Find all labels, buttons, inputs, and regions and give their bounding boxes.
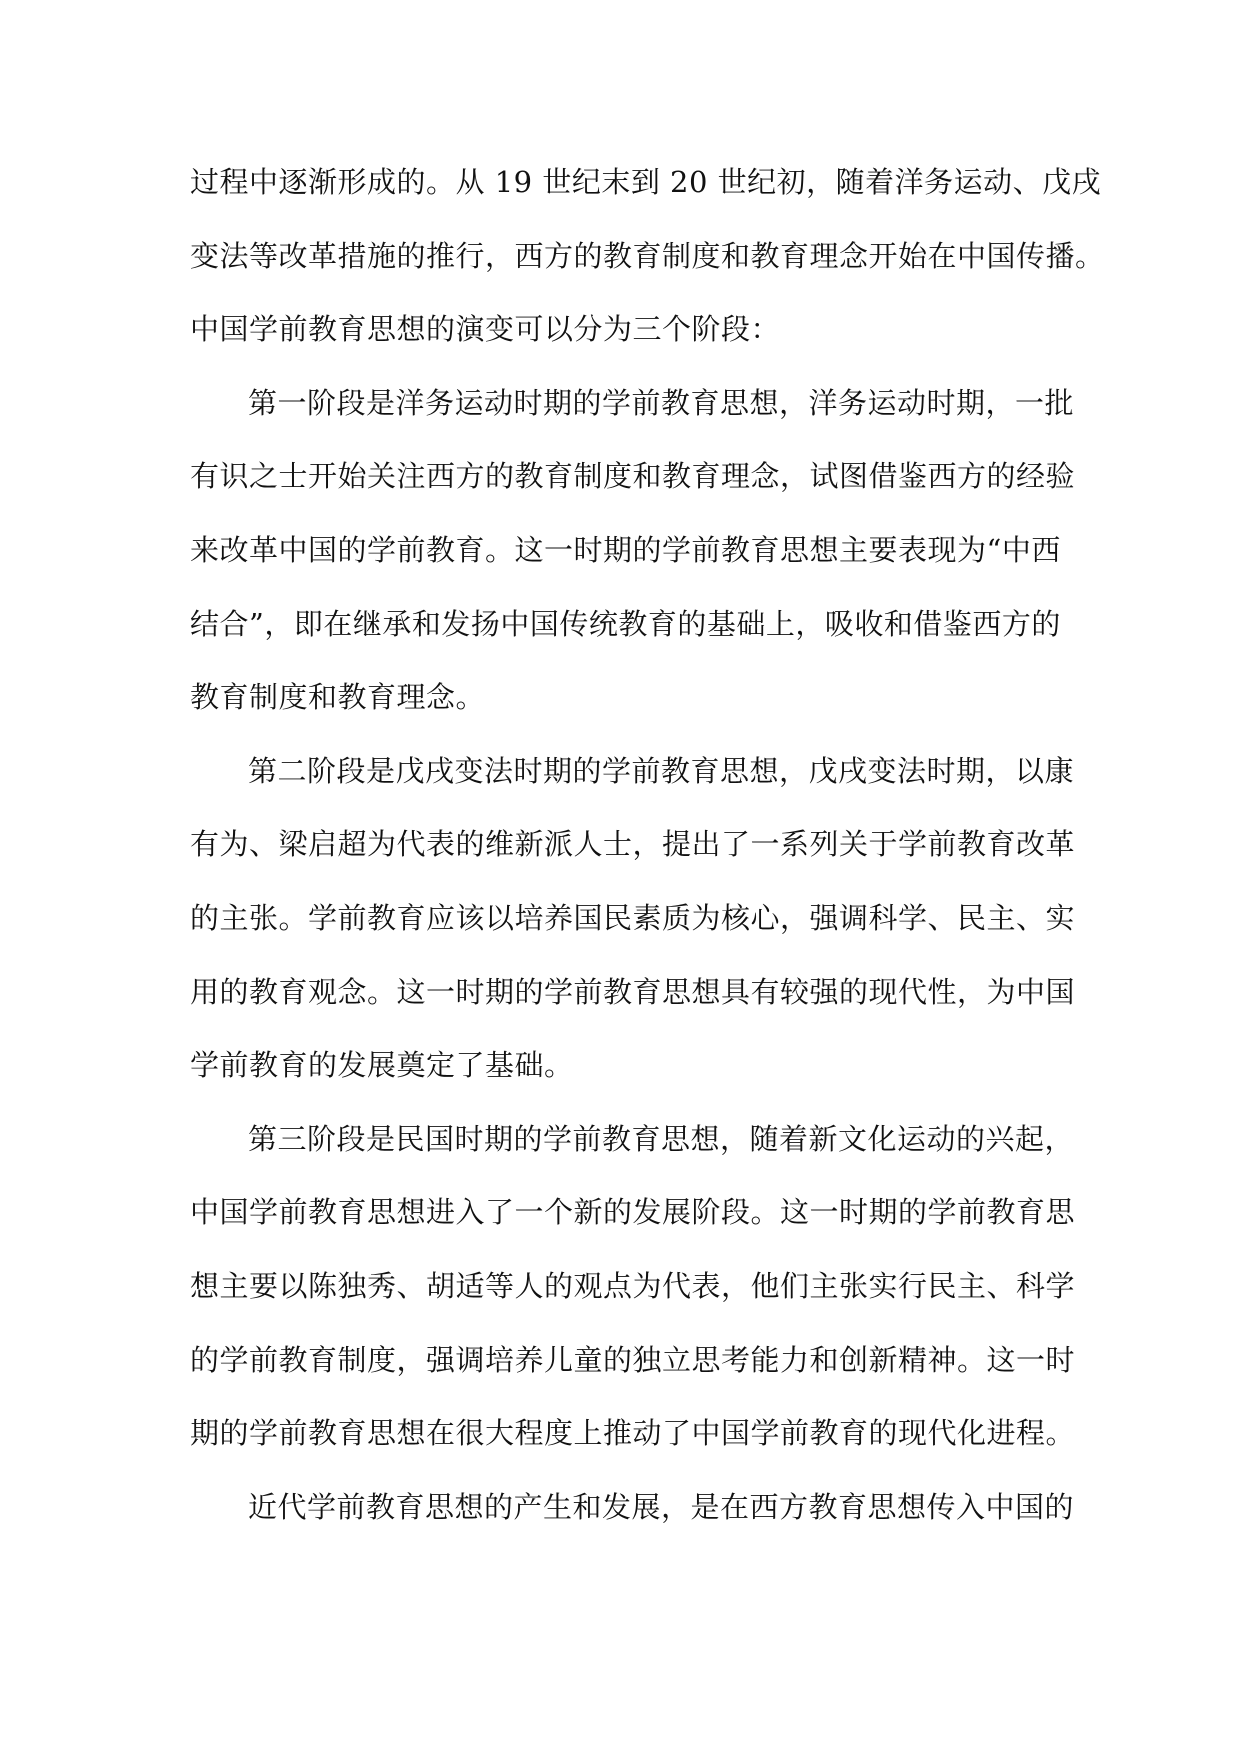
paragraph-first-line: 第三阶段是民国时期的学前教育思想，随着新文化运动的兴起， (248, 1121, 1075, 1156)
text-line: 的主张。学前教育应该以培养国民素质为核心，强调科学、民主、实 (190, 900, 1076, 935)
paragraph-first-line: 第一阶段是洋务运动时期的学前教育思想，洋务运动时期，一批 (248, 385, 1075, 420)
body-text (190, 146, 1105, 1544)
text-line: 来改革中国的学前教育。这一时期的学前教育思想主要表现为“中西 (190, 532, 1061, 567)
text-line: 变法等改革措施的推行，西方的教育制度和教育理念开始在中国传播。 (190, 238, 1105, 273)
text-line: 用的教育观念。这一时期的学前教育思想具有较强的现代性，为中国 (190, 974, 1076, 1009)
text-line: 的学前教育制度，强调培养儿童的独立思考能力和创新精神。这一时 (190, 1342, 1076, 1377)
text-line: 中国学前教育思想进入了一个新的发展阶段。这一时期的学前教育思 (190, 1195, 1076, 1230)
text-line: 教育制度和教育理念。 (190, 680, 486, 715)
text-line: 想主要以陈独秀、胡适等人的观点为代表，他们主张实行民主、科学 (190, 1268, 1076, 1303)
text-line: 学前教育的发展奠定了基础。 (190, 1048, 574, 1083)
paragraph-first-line: 近代学前教育思想的产生和发展，是在西方教育思想传入中国的 (248, 1489, 1075, 1524)
text-line: 结合”，即在继承和发扬中国传统教育的基础上，吸收和借鉴西方的 (190, 606, 1061, 641)
text-line: 有识之士开始关注西方的教育制度和教育理念，试图借鉴西方的经验 (190, 459, 1076, 494)
text-line: 中国学前教育思想的演变可以分为三个阶段： (190, 312, 781, 347)
text-line: 期的学前教育思想在很大程度上推动了中国学前教育的现代化进程。 (190, 1416, 1076, 1451)
text-line: 过程中逐渐形成的。从 19 世纪末到 20 世纪初，随着洋务运动、戊戌 (190, 165, 1102, 199)
paragraph-first-line: 第二阶段是戊戌变法时期的学前教育思想，戊戌变法时期，以康 (248, 753, 1075, 788)
text-line: 有为、梁启超为代表的维新派人士，提出了一系列关于学前教育改革 (190, 827, 1076, 862)
